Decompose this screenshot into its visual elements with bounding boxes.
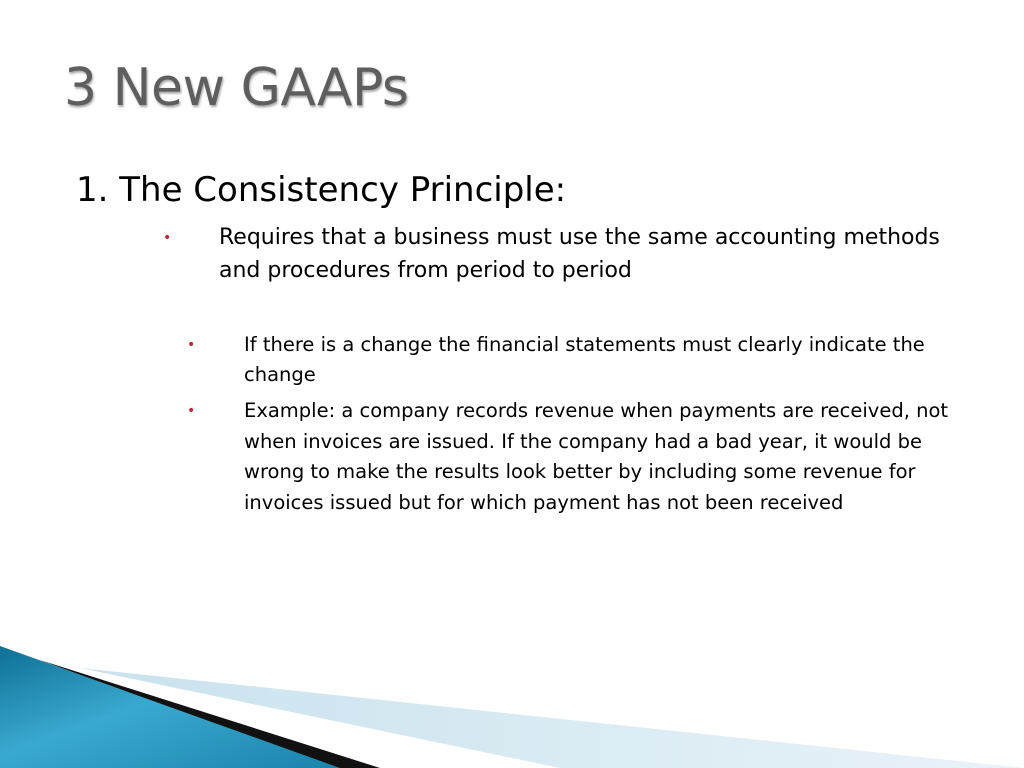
black-stripe bbox=[40, 660, 380, 768]
sub-bullet-marker: • bbox=[187, 337, 196, 353]
light-band bbox=[80, 668, 1024, 768]
sub-bullet-text: If there is a change the financial statements must clearly indicate the change bbox=[244, 333, 925, 386]
sub-bullet-marker: • bbox=[187, 403, 196, 419]
principle-number: 1. bbox=[76, 170, 109, 210]
teal-wedge bbox=[0, 646, 340, 768]
slide-title: 3 New GAAPs bbox=[64, 58, 409, 118]
bullet-marker: • bbox=[163, 230, 172, 246]
sub-bullet-text: Example: a company records revenue when payments are received, not when invoices are issued. If the company had a bad year, it would be wrong to make the results look better by including some revenue for invoices issued but for which payment has not been received bbox=[244, 399, 949, 514]
principle-label: The Consistency Principle: bbox=[119, 170, 567, 210]
bullet-text: Requires that a business must use the same accounting methods and procedures from period to period bbox=[219, 225, 940, 283]
principle-heading bbox=[76, 167, 566, 213]
